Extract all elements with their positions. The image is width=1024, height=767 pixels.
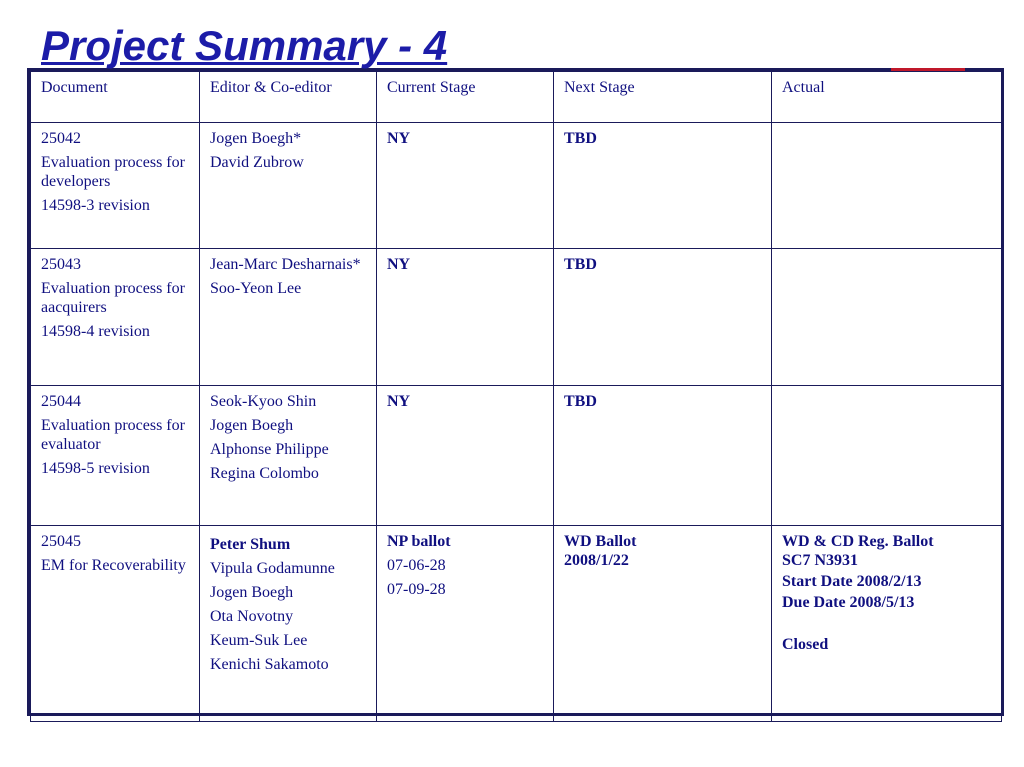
table-row bbox=[31, 123, 1002, 249]
actual-document-ref: SC7 N3931 bbox=[782, 552, 859, 569]
header-next-stage: Next Stage bbox=[554, 72, 772, 123]
actual-start-date: Start Date 2008/2/13 bbox=[782, 573, 922, 590]
header-editor: Editor & Co-editor bbox=[200, 72, 377, 123]
next-stage-cell bbox=[554, 526, 772, 722]
table-row bbox=[31, 249, 1002, 386]
document-number: 25044 bbox=[41, 393, 81, 410]
actual-cell bbox=[772, 123, 1002, 249]
actual-cell bbox=[772, 526, 1002, 722]
actual-spacer bbox=[782, 612, 991, 631]
table-row bbox=[31, 386, 1002, 526]
current-stage-date: 07-06-28 bbox=[387, 557, 446, 574]
current-stage-value: NY bbox=[387, 130, 411, 147]
document-title: EM for Recoverability bbox=[41, 557, 186, 574]
decorative-red-bar bbox=[891, 68, 965, 71]
document-revision: 14598-5 revision bbox=[41, 460, 150, 477]
current-stage-value: NP ballot bbox=[387, 533, 451, 550]
project-summary-table bbox=[30, 71, 1002, 722]
next-stage-value: TBD bbox=[564, 393, 597, 410]
next-stage-date: 2008/1/22 bbox=[564, 552, 629, 569]
current-stage-value: NY bbox=[387, 256, 411, 273]
current-stage-cell bbox=[377, 249, 554, 386]
editor-name: Soo-Yeon Lee bbox=[210, 280, 302, 297]
editor-name: Jogen Boegh* bbox=[210, 130, 302, 147]
next-stage-cell bbox=[554, 123, 772, 249]
next-stage-value: TBD bbox=[564, 256, 597, 273]
editor-name: Seok-Kyoo Shin bbox=[210, 393, 317, 410]
editor-name: Jogen Boegh bbox=[210, 584, 294, 601]
current-stage-value: NY bbox=[387, 393, 411, 410]
next-stage-value: WD Ballot bbox=[564, 533, 637, 550]
editor-name: Jogen Boegh bbox=[210, 417, 294, 434]
document-cell bbox=[31, 386, 200, 526]
next-stage-cell bbox=[554, 386, 772, 526]
document-revision: 14598-3 revision bbox=[41, 197, 150, 214]
summary-table-frame bbox=[27, 68, 1004, 716]
editor-name: Keum-Suk Lee bbox=[210, 632, 308, 649]
document-number: 25043 bbox=[41, 256, 81, 273]
document-revision: 14598-4 revision bbox=[41, 323, 150, 340]
actual-cell bbox=[772, 386, 1002, 526]
editor-name: David Zubrow bbox=[210, 154, 304, 171]
document-title: Evaluation process for aacquirers bbox=[41, 280, 185, 316]
document-cell bbox=[31, 526, 200, 722]
document-number: 25045 bbox=[41, 533, 81, 550]
editor-name: Peter Shum bbox=[210, 536, 291, 553]
current-stage-date: 07-09-28 bbox=[387, 581, 446, 598]
actual-ballot: WD & CD Reg. Ballot bbox=[782, 533, 934, 550]
editor-name: Vipula Godamunne bbox=[210, 560, 335, 577]
editor-name: Regina Colombo bbox=[210, 465, 319, 482]
editors-cell bbox=[200, 123, 377, 249]
current-stage-cell bbox=[377, 526, 554, 722]
next-stage-cell bbox=[554, 249, 772, 386]
table-header-row bbox=[31, 72, 1002, 123]
table-row bbox=[31, 526, 1002, 722]
header-document: Document bbox=[31, 72, 200, 123]
actual-cell bbox=[772, 249, 1002, 386]
editor-name: Kenichi Sakamoto bbox=[210, 656, 329, 673]
actual-status: Closed bbox=[782, 636, 829, 653]
current-stage-cell bbox=[377, 386, 554, 526]
current-stage-cell bbox=[377, 123, 554, 249]
document-number: 25042 bbox=[41, 130, 81, 147]
document-title: Evaluation process for evaluator bbox=[41, 417, 185, 453]
actual-due-date: Due Date 2008/5/13 bbox=[782, 594, 915, 611]
editors-cell bbox=[200, 386, 377, 526]
header-actual: Actual bbox=[772, 72, 1002, 123]
page-title: Project Summary - 4 bbox=[41, 22, 448, 69]
editors-cell bbox=[200, 526, 377, 722]
editors-cell bbox=[200, 249, 377, 386]
editor-name: Ota Novotny bbox=[210, 608, 294, 625]
next-stage-value: TBD bbox=[564, 130, 597, 147]
document-title: Evaluation process for developers bbox=[41, 154, 185, 190]
document-cell bbox=[31, 123, 200, 249]
editor-name: Jean-Marc Desharnais* bbox=[210, 256, 361, 273]
editor-name: Alphonse Philippe bbox=[210, 441, 329, 458]
document-cell bbox=[31, 249, 200, 386]
header-current-stage: Current Stage bbox=[377, 72, 554, 123]
